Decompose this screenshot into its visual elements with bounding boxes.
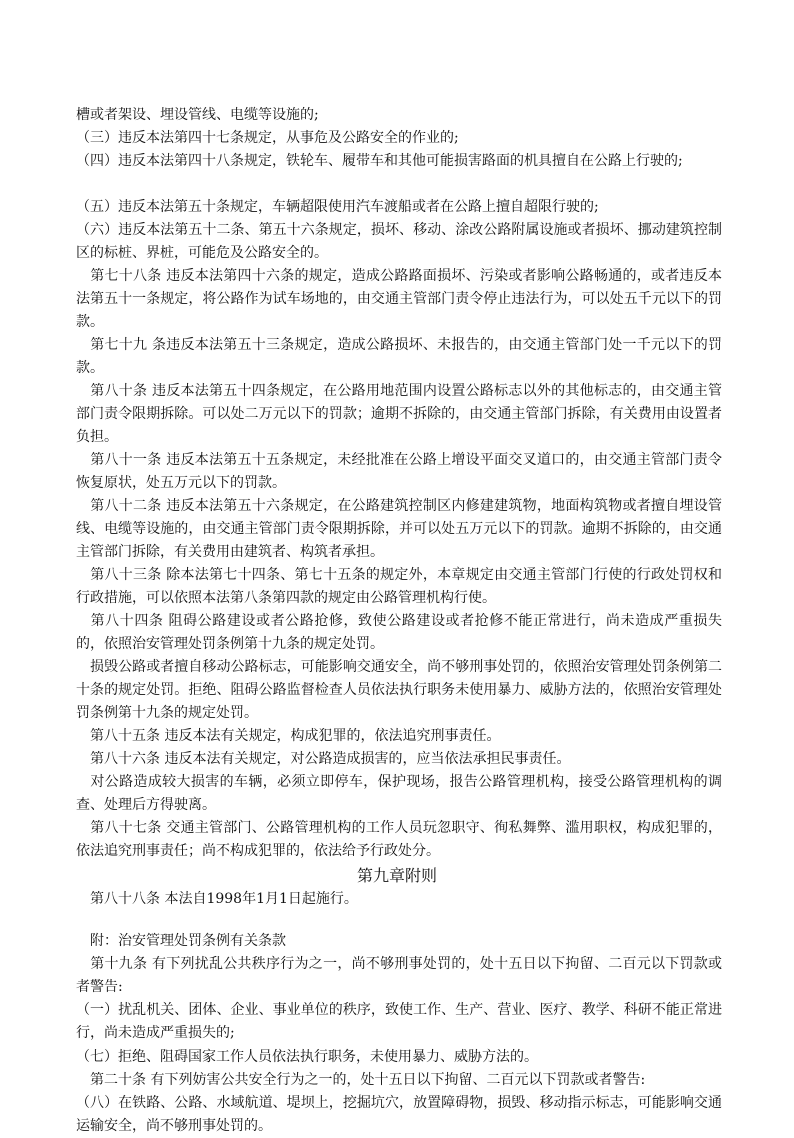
paragraph: 第七十九 条违反本法第五十三条规定，造成公路损坏、未报告的，由交通主管部门处一千元以下的罚款。 — [76, 337, 722, 376]
paragraph: 第八十条 违反本法第五十四条规定，在公路用地范围内设置公路标志以外的其他标志的，由交通主管部门责令限期拆除。可以处二万元以下的罚款；逾期不拆除的，由交通主管部门拆除，有关费用由设置者负担。 — [76, 383, 722, 445]
paragraph: 第八十五条 违反本法有关规定，构成犯罪的，依法追究刑事责任。 — [76, 728, 501, 744]
paragraph: 对公路造成较大损害的车辆，必须立即停车，保护现场，报告公路管理机构，接受公路管理机构的调查、处理后方得驶离。 — [76, 774, 722, 813]
paragraph: 第八十四条 阻碍公路建设或者公路抢修，致使公路建设或者抢修不能正常进行，尚未造成严重损失的，依照治安管理处罚条例第十九条的规定处罚。 — [76, 613, 722, 652]
chapter-heading: 第九章附则 — [356, 866, 437, 885]
paragraph: 第十九条 有下列扰乱公共秩序行为之一，尚不够刑事处罚的，处十五日以下拘留、二百元以下罚款或者警告: — [76, 956, 722, 995]
paragraph: （七）拒绝、阻碍国家工作人员依法执行职务，未使用暴力、威胁方法的。 — [76, 1049, 538, 1065]
paragraph: （六）违反本法第五十二条、第五十六条规定，损坏、移动、涂改公路附属设施或者损坏、挪动建筑控制区的标桩、界桩，可能危及公路安全的。 — [76, 222, 722, 261]
paragraph: 第八十二条 违反本法第五十六条规定，在公路建筑控制区内修建建筑物，地面构筑物或者擅自埋设管线、电缆等设施的，由交通主管部门责令限期拆除，并可以处五万元以下的罚款。逾期不拆除的，由交通主管部门拆除，有关费用由建筑者、构筑者承担。 — [76, 498, 722, 560]
paragraph: 附：治安管理处罚条例有关条款 — [76, 933, 286, 949]
paragraph: （三）违反本法第四十七条规定，从事危及公路安全的作业的; — [76, 130, 459, 146]
paragraph: 第二十条 有下列妨害公共安全行为之一的，处十五日以下拘留、二百元以下罚款或者警告: — [76, 1072, 646, 1088]
paragraph: 第七十八条 违反本法第四十六条的规定，造成公路路面损坏、污染或者影响公路畅通的，或者违反本法第五十一条规定，将公路作为试车场地的，由交通主管部门责令停止违法行为，可以处五千元以下的罚款。 — [76, 268, 722, 330]
paragraph: （一）扰乱机关、团体、企业、事业单位的秩序，致使工作、生产、营业、医疗、教学、科研不能正常进行，尚未造成严重损失的; — [76, 1002, 722, 1041]
paragraph: 损毁公路或者擅自移动公路标志，可能影响交通安全，尚不够刑事处罚的，依照治安管理处罚条例第二十条的规定处罚。拒绝、阻碍公路监督检查人员依法执行职务未使用暴力、威胁方法的，依照治安管理处罚条例第十九条的规定处罚。 — [76, 659, 722, 721]
paragraph: （八）在铁路、公路、水域航道、堤坝上，挖掘坑穴，放置障碍物，损毁、移动指示标志，可能影响交通运输安全，尚不够刑事处罚的。 — [76, 1095, 722, 1134]
paragraph: 第八十三条 除本法第七十四条、第七十五条的规定外，本章规定由交通主管部门行使的行政处罚权和行政措施，可以依照本法第八条第四款的规定由公路管理机构行使。 — [76, 567, 722, 606]
paragraph: 第八十一条 违反本法第五十五条规定，未经批准在公路上增设平面交叉道口的，由交通主管部门责令恢复原状，处五万元以下的罚款。 — [76, 452, 722, 491]
paragraph: 第八十八条 本法自1998年1月1日起施行。 — [76, 891, 358, 907]
paragraph: （四）违反本法第四十八条规定，铁轮车、履带车和其他可能损害路面的机具擅自在公路上行驶的; — [76, 153, 683, 169]
paragraph: 槽或者架设、埋设管线、电缆等设施的; — [76, 107, 319, 123]
paragraph: 第八十六条 违反本法有关规定，对公路造成损害的，应当依法承担民事责任。 — [76, 751, 571, 767]
paragraph: 第八十七条 交通主管部门、公路管理机构的工作人员玩忽职守、徇私舞弊、滥用职权，构成犯罪的，依法追究刑事责任；尚不构成犯罪的，依法给予行政处分。 — [76, 820, 722, 859]
paragraph: （五）违反本法第五十条规定，车辆超限使用汽车渡船或者在公路上擅自超限行驶的; — [76, 199, 599, 215]
